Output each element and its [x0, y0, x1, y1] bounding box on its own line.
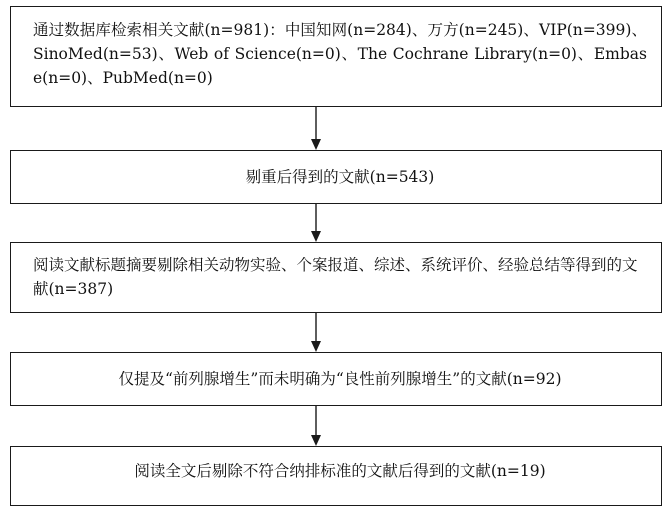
arrow-down-icon — [306, 313, 326, 352]
step-text-title-abstract-screening: 阅读文献标题摘要剔除相关动物实验、个案报道、综述、系统评价、经验总结等得到的文献(n=387) — [33, 256, 638, 298]
step-box-bph-mention-only — [10, 352, 662, 406]
step-text-bph-mention-only: 仅提及“前列腺增生”而未明确为“良性前列腺增生”的文献(n=92) — [118, 370, 562, 388]
step-box-database-search — [10, 6, 662, 107]
step-box-title-abstract-screening — [10, 242, 662, 313]
step-text-full-text-included: 阅读全文后剔除不符合纳排标准的文献后得到的文献(n=19) — [134, 462, 546, 480]
arrow-down-icon — [306, 107, 326, 150]
step-box-deduplicated — [10, 150, 662, 204]
arrow-down-icon — [306, 204, 326, 242]
step-box-full-text-included — [10, 446, 662, 506]
arrow-down-icon — [306, 406, 326, 446]
step-text-database-search: 通过数据库检索相关文献(n=981)：中国知网(n=284)、万方(n=245)、VIP(n=399)、SinoMed(n=53)、Web of Science(n=0)、The Cochrane Library(n=0)、Embase(n=0)、PubMed(n=0) — [33, 21, 647, 87]
step-text-deduplicated: 剔重后得到的文献(n=543) — [245, 168, 435, 186]
